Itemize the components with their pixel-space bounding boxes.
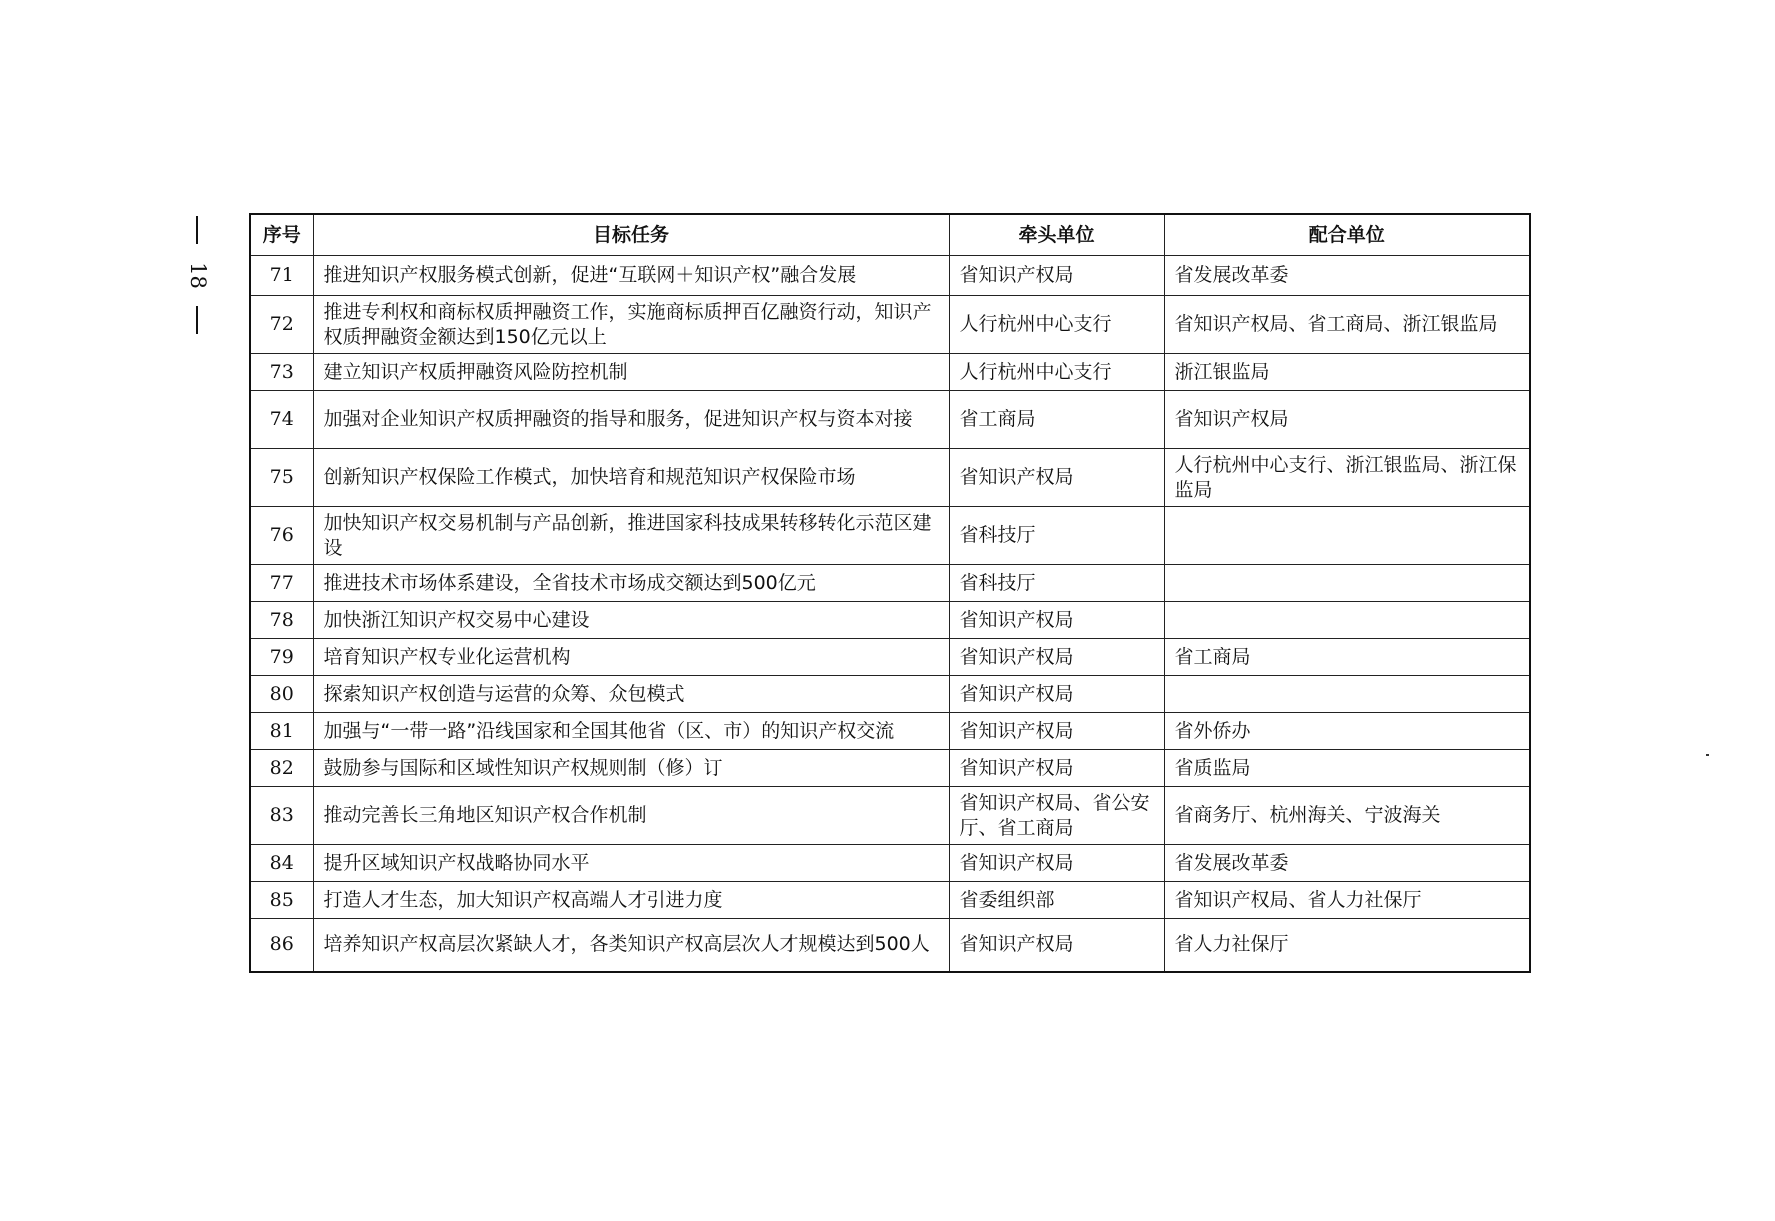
row-lead-unit: 省知识产权局: [949, 845, 1164, 882]
header-lead: 牵头单位: [949, 214, 1164, 256]
row-task: 推进专利权和商标权质押融资工作，实施商标质押百亿融资行动，知识产权质押融资金额达到150亿元以上: [313, 296, 949, 354]
row-lead-unit: 省知识产权局: [949, 256, 1164, 296]
row-cooperate-unit: 省发展改革委: [1164, 845, 1530, 882]
page-number-dash-bottom: [196, 306, 198, 334]
row-cooperate-unit: [1164, 507, 1530, 565]
row-cooperate-unit: 省外侨办: [1164, 713, 1530, 750]
row-cooperate-unit: 省知识产权局、省工商局、浙江银监局: [1164, 296, 1530, 354]
row-seq: 74: [250, 391, 313, 449]
table-row: [250, 845, 1530, 882]
row-task: 培养知识产权高层次紧缺人才，各类知识产权高层次人才规模达到500人: [313, 919, 949, 972]
row-seq: 81: [250, 713, 313, 750]
row-lead-unit: 省科技厅: [949, 507, 1164, 565]
row-lead-unit: 省委组织部: [949, 882, 1164, 919]
row-cooperate-unit: 省商务厅、杭州海关、宁波海关: [1164, 787, 1530, 845]
header-seq: 序号: [250, 214, 313, 256]
row-lead-unit: 省知识产权局: [949, 919, 1164, 972]
row-seq: 71: [250, 256, 313, 296]
row-seq: 83: [250, 787, 313, 845]
table-row: [250, 256, 1530, 296]
row-seq: 86: [250, 919, 313, 972]
table-row: [250, 713, 1530, 750]
table-row: [250, 919, 1530, 972]
row-task: 培育知识产权专业化运营机构: [313, 639, 949, 676]
table-row: [250, 391, 1530, 449]
row-cooperate-unit: 省工商局: [1164, 639, 1530, 676]
row-seq: 73: [250, 354, 313, 391]
row-task: 探索知识产权创造与运营的众筹、众包模式: [313, 676, 949, 713]
row-cooperate-unit: 浙江银监局: [1164, 354, 1530, 391]
row-task: 打造人才生态，加大知识产权高端人才引进力度: [313, 882, 949, 919]
row-lead-unit: 省知识产权局: [949, 750, 1164, 787]
row-seq: 84: [250, 845, 313, 882]
page-number-text: 18: [185, 261, 210, 289]
row-task: 推进技术市场体系建设，全省技术市场成交额达到500亿元: [313, 565, 949, 602]
task-table: [249, 213, 1531, 973]
row-task: 加快浙江知识产权交易中心建设: [313, 602, 949, 639]
row-cooperate-unit: 省人力社保厅: [1164, 919, 1530, 972]
row-lead-unit: 省知识产权局: [949, 676, 1164, 713]
row-lead-unit: 省科技厅: [949, 565, 1164, 602]
row-task: 创新知识产权保险工作模式，加快培育和规范知识产权保险市场: [313, 449, 949, 507]
page-number: [184, 216, 210, 334]
row-lead-unit: 省知识产权局: [949, 713, 1164, 750]
row-lead-unit: 省知识产权局: [949, 602, 1164, 639]
header-task: 目标任务: [313, 214, 949, 256]
row-cooperate-unit: [1164, 602, 1530, 639]
scan-speck: [1706, 754, 1709, 756]
row-lead-unit: 人行杭州中心支行: [949, 296, 1164, 354]
row-lead-unit: 省工商局: [949, 391, 1164, 449]
row-task: 提升区域知识产权战略协同水平: [313, 845, 949, 882]
table-row: [250, 565, 1530, 602]
table-row: [250, 602, 1530, 639]
table-body: [250, 256, 1530, 972]
table-row: [250, 507, 1530, 565]
row-seq: 79: [250, 639, 313, 676]
row-task: 加快知识产权交易机制与产品创新，推进国家科技成果转移转化示范区建设: [313, 507, 949, 565]
row-cooperate-unit: [1164, 565, 1530, 602]
row-lead-unit: 省知识产权局: [949, 639, 1164, 676]
row-seq: 77: [250, 565, 313, 602]
row-cooperate-unit: 省知识产权局: [1164, 391, 1530, 449]
row-cooperate-unit: [1164, 676, 1530, 713]
table-row: [250, 750, 1530, 787]
row-task: 建立知识产权质押融资风险防控机制: [313, 354, 949, 391]
row-seq: 80: [250, 676, 313, 713]
table-row: [250, 449, 1530, 507]
row-cooperate-unit: 人行杭州中心支行、浙江银监局、浙江保监局: [1164, 449, 1530, 507]
row-cooperate-unit: 省发展改革委: [1164, 256, 1530, 296]
row-seq: 82: [250, 750, 313, 787]
row-lead-unit: 人行杭州中心支行: [949, 354, 1164, 391]
table-row: [250, 676, 1530, 713]
row-seq: 75: [250, 449, 313, 507]
row-seq: 78: [250, 602, 313, 639]
table-row: [250, 787, 1530, 845]
row-lead-unit: 省知识产权局: [949, 449, 1164, 507]
row-task: 推动完善长三角地区知识产权合作机制: [313, 787, 949, 845]
table-row: [250, 882, 1530, 919]
row-task: 加强对企业知识产权质押融资的指导和服务，促进知识产权与资本对接: [313, 391, 949, 449]
table-row: [250, 639, 1530, 676]
header-cooperate: 配合单位: [1164, 214, 1530, 256]
row-lead-unit: 省知识产权局、省公安厅、省工商局: [949, 787, 1164, 845]
row-seq: 85: [250, 882, 313, 919]
row-seq: 76: [250, 507, 313, 565]
table-header-row: [250, 214, 1530, 256]
row-seq: 72: [250, 296, 313, 354]
table-row: [250, 354, 1530, 391]
row-task: 推进知识产权服务模式创新，促进“互联网＋知识产权”融合发展: [313, 256, 949, 296]
row-task: 鼓励参与国际和区域性知识产权规则制（修）订: [313, 750, 949, 787]
table-row: [250, 296, 1530, 354]
row-task: 加强与“一带一路”沿线国家和全国其他省（区、市）的知识产权交流: [313, 713, 949, 750]
row-cooperate-unit: 省知识产权局、省人力社保厅: [1164, 882, 1530, 919]
row-cooperate-unit: 省质监局: [1164, 750, 1530, 787]
page-number-dash-top: [196, 216, 198, 244]
